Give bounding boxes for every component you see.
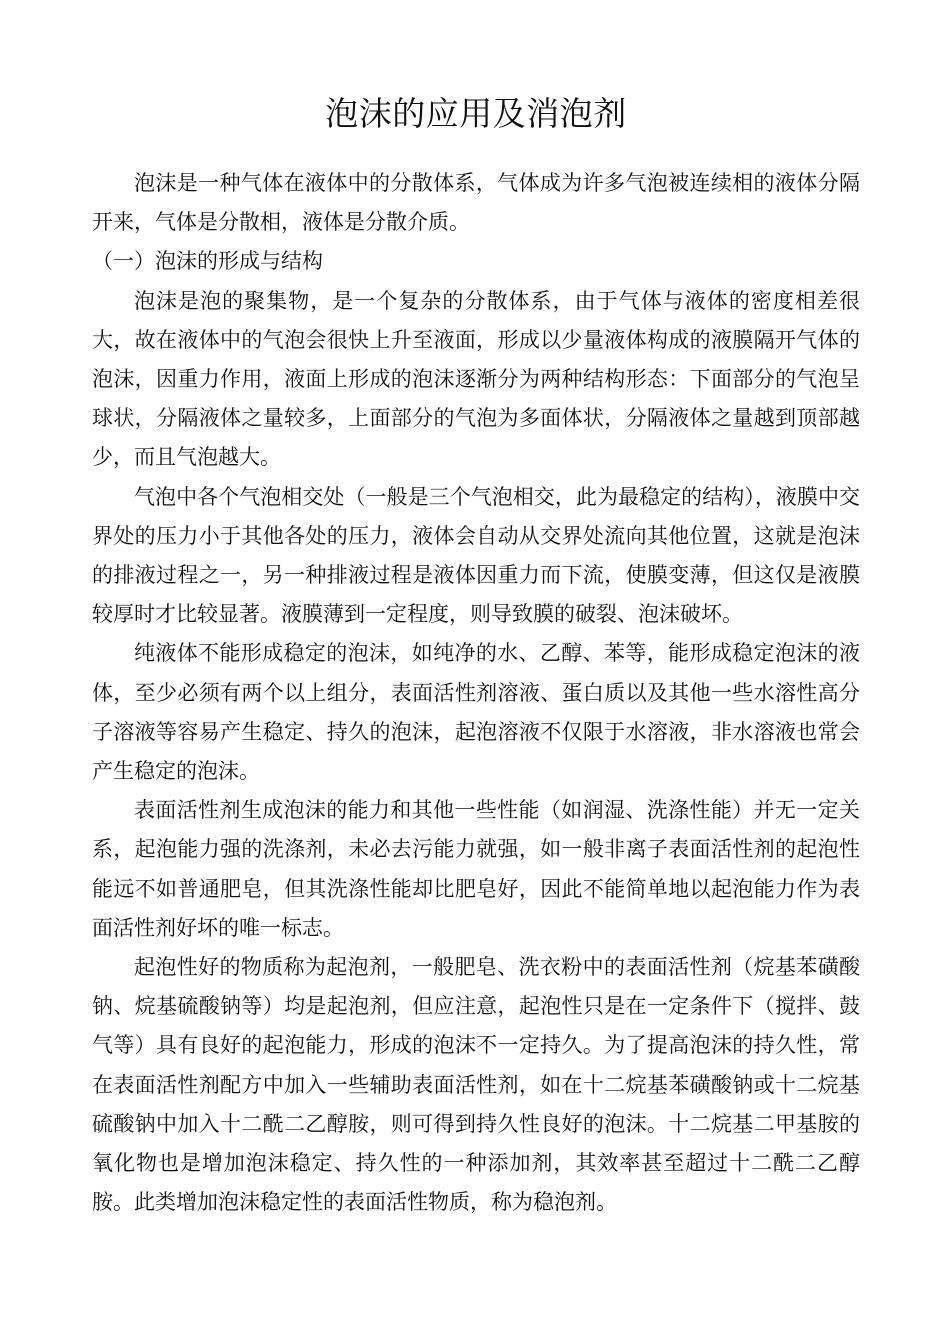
paragraph-foam-aggregate: 泡沫是泡的聚集物，是一个复杂的分散体系，由于气体与液体的密度相差很大，故在液体中的气泡会很快上升至液面，形成以少量液体构成的液膜隔开气体的泡沫，因重力作用，液面上形成的泡沫逐渐分为两种结构形态：下面部分的气泡呈球状，分隔液体之量较多，上面部分的气泡为多面体状，分隔液体之量越到顶部越少，而且气泡越大。 bbox=[92, 288, 860, 470]
paragraph-drainage: 气泡中各个气泡相交处（一般是三个气泡相交，此为最稳定的结构），液膜中交界处的压力小于其他各处的压力，液体会自动从交界处流向其他位置，这就是泡沫的排液过程之一，另一种排液过程是液体因重力而下流，使膜变薄，但这仅是液膜较厚时才比较显著。液膜薄到一定程度，则导致膜的破裂、泡沫破坏。 bbox=[92, 484, 860, 627]
paragraph-pure-liquid: 纯液体不能形成稳定的泡沫，如纯净的水、乙醇、苯等，能形成稳定泡沫的液体，至少必须有两个以上组分，表面活性剂溶液、蛋白质以及其他一些水溶性高分子溶液等容易产生稳定、持久的泡沫，起泡溶液不仅限于水溶液，非水溶液也常会产生稳定的泡沫。 bbox=[92, 641, 860, 784]
paragraph-intro: 泡沫是一种气体在液体中的分散体系，气体成为许多气泡被连续相的液体分隔开来，气体是分散相，液体是分散介质。 bbox=[92, 171, 860, 235]
document-title: 泡沫的应用及消泡剂 bbox=[325, 94, 627, 133]
document-page bbox=[92, 92, 860, 1222]
section-heading-foam-structure: （一）泡沫的形成与结构 bbox=[92, 249, 323, 274]
paragraph-foaming-ability: 表面活性剂生成泡沫的能力和其他一些性能（如润湿、洗涤性能）并无一定关系，起泡能力强的洗涤剂，未必去污能力就强，如一般非离子表面活性剂的起泡性能远不如普通肥皂，但其洗涤性能却比肥皂好，因此不能简单地以起泡能力作为表面活性剂好坏的唯一标志。 bbox=[92, 798, 860, 940]
paragraph-foaming-agent: 起泡性好的物质称为起泡剂，一般肥皂、洗衣粉中的表面活性剂（烷基苯磺酸钠、烷基硫酸钠等）均是起泡剂，但应注意，起泡性只是在一定条件下（搅拌、鼓气等）具有良好的起泡能力，形成的泡沫不一定持久。为了提高泡沫的持久性，常在表面活性剂配方中加入一些辅助表面活性剂，如在十二烷基苯磺酸钠或十二烷基硫酸钠中加入十二酰二乙醇胺，则可得到持久性良好的泡沫。十二烷基二甲基胺的氧化物也是增加泡沫稳定、持久性的一种添加剂，其效率甚至超过十二酰二乙醇胺。此类增加泡沫稳定性的表面活性物质，称为稳泡剂。 bbox=[92, 955, 860, 1215]
